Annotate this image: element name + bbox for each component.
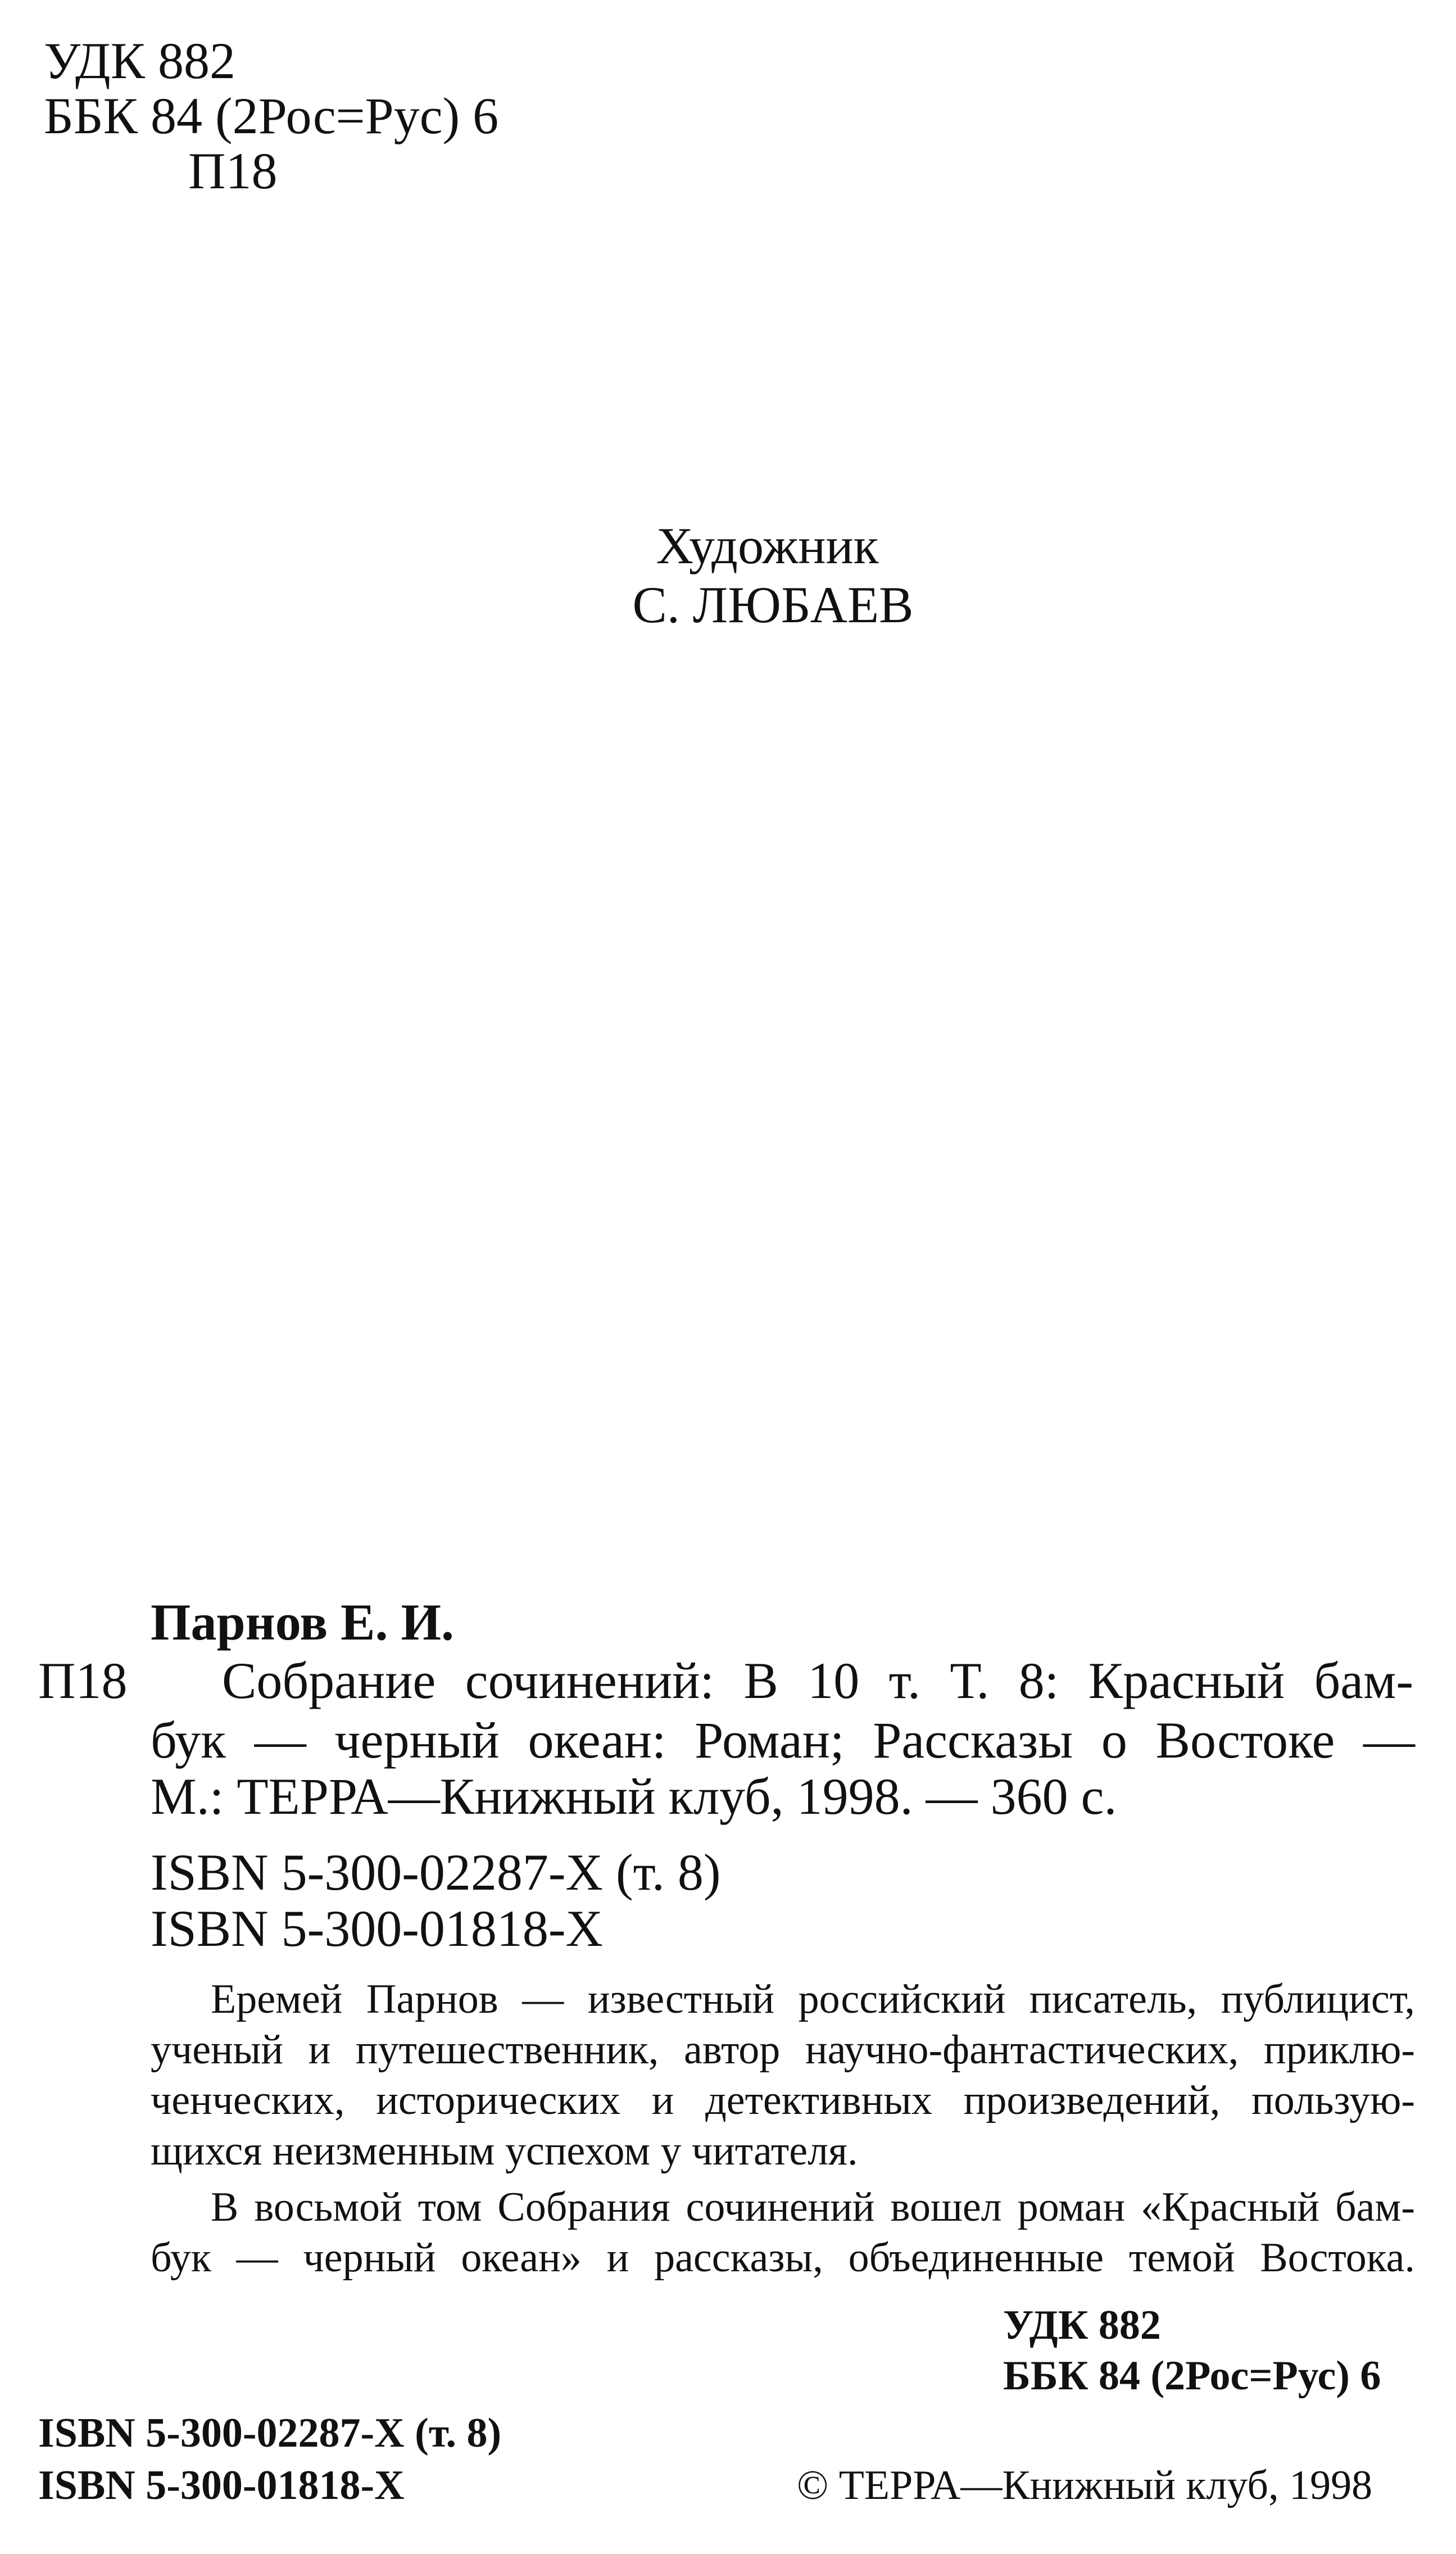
annotation-line: бук — черный океан» и рассказы, объединенные темой Востока.	[151, 2235, 1415, 2281]
record-description-line: бук — черный океан: Роман; Рассказы о Востоке —	[151, 1711, 1415, 1769]
record-description-line: Собрание сочинений: В 10 т. Т. 8: Красный бам-	[222, 1652, 1413, 1709]
record-isbn-volume: ISBN 5-300-02287-X (т. 8)	[151, 1844, 721, 1901]
artist-role: Художник	[656, 517, 879, 574]
footer-isbn-volume: ISBN 5-300-02287-X (т. 8)	[38, 2410, 502, 2456]
bbk-code-top: ББК 84 (2Рос=Рус) 6	[44, 87, 499, 144]
author-mark-top: П18	[188, 142, 278, 200]
annotation-line: щихся неизменным успехом у читателя.	[151, 2128, 858, 2174]
copyright-notice: © ТЕРРА—Книжный клуб, 1998	[797, 2462, 1373, 2508]
record-author: Парнов Е. И.	[151, 1593, 455, 1651]
bbk-code-bottom: ББК 84 (2Рос=Рус) 6	[1003, 2353, 1381, 2399]
record-description-line: М.: ТЕРРА—Книжный клуб, 1998. — 360 с.	[151, 1768, 1117, 1825]
udk-code-top: УДК 882	[44, 32, 235, 89]
annotation-line: ученый и путешественник, автор научно-фантастических, приклю-	[151, 2027, 1415, 2073]
udk-code-bottom: УДК 882	[1003, 2302, 1161, 2348]
record-author-mark: П18	[38, 1652, 128, 1709]
annotation-line: ченческих, исторических и детективных произведений, пользую-	[151, 2077, 1415, 2123]
annotation-line: В восьмой том Собрания сочинений вошел роман «Красный бам-	[211, 2184, 1415, 2230]
artist-name: С. ЛЮБАЕВ	[632, 576, 914, 633]
record-isbn-set: ISBN 5-300-01818-X	[151, 1900, 603, 1957]
footer-isbn-set: ISBN 5-300-01818-X	[38, 2462, 405, 2508]
annotation-line: Еремей Парнов — известный российский писатель, публицист,	[211, 1976, 1415, 2022]
